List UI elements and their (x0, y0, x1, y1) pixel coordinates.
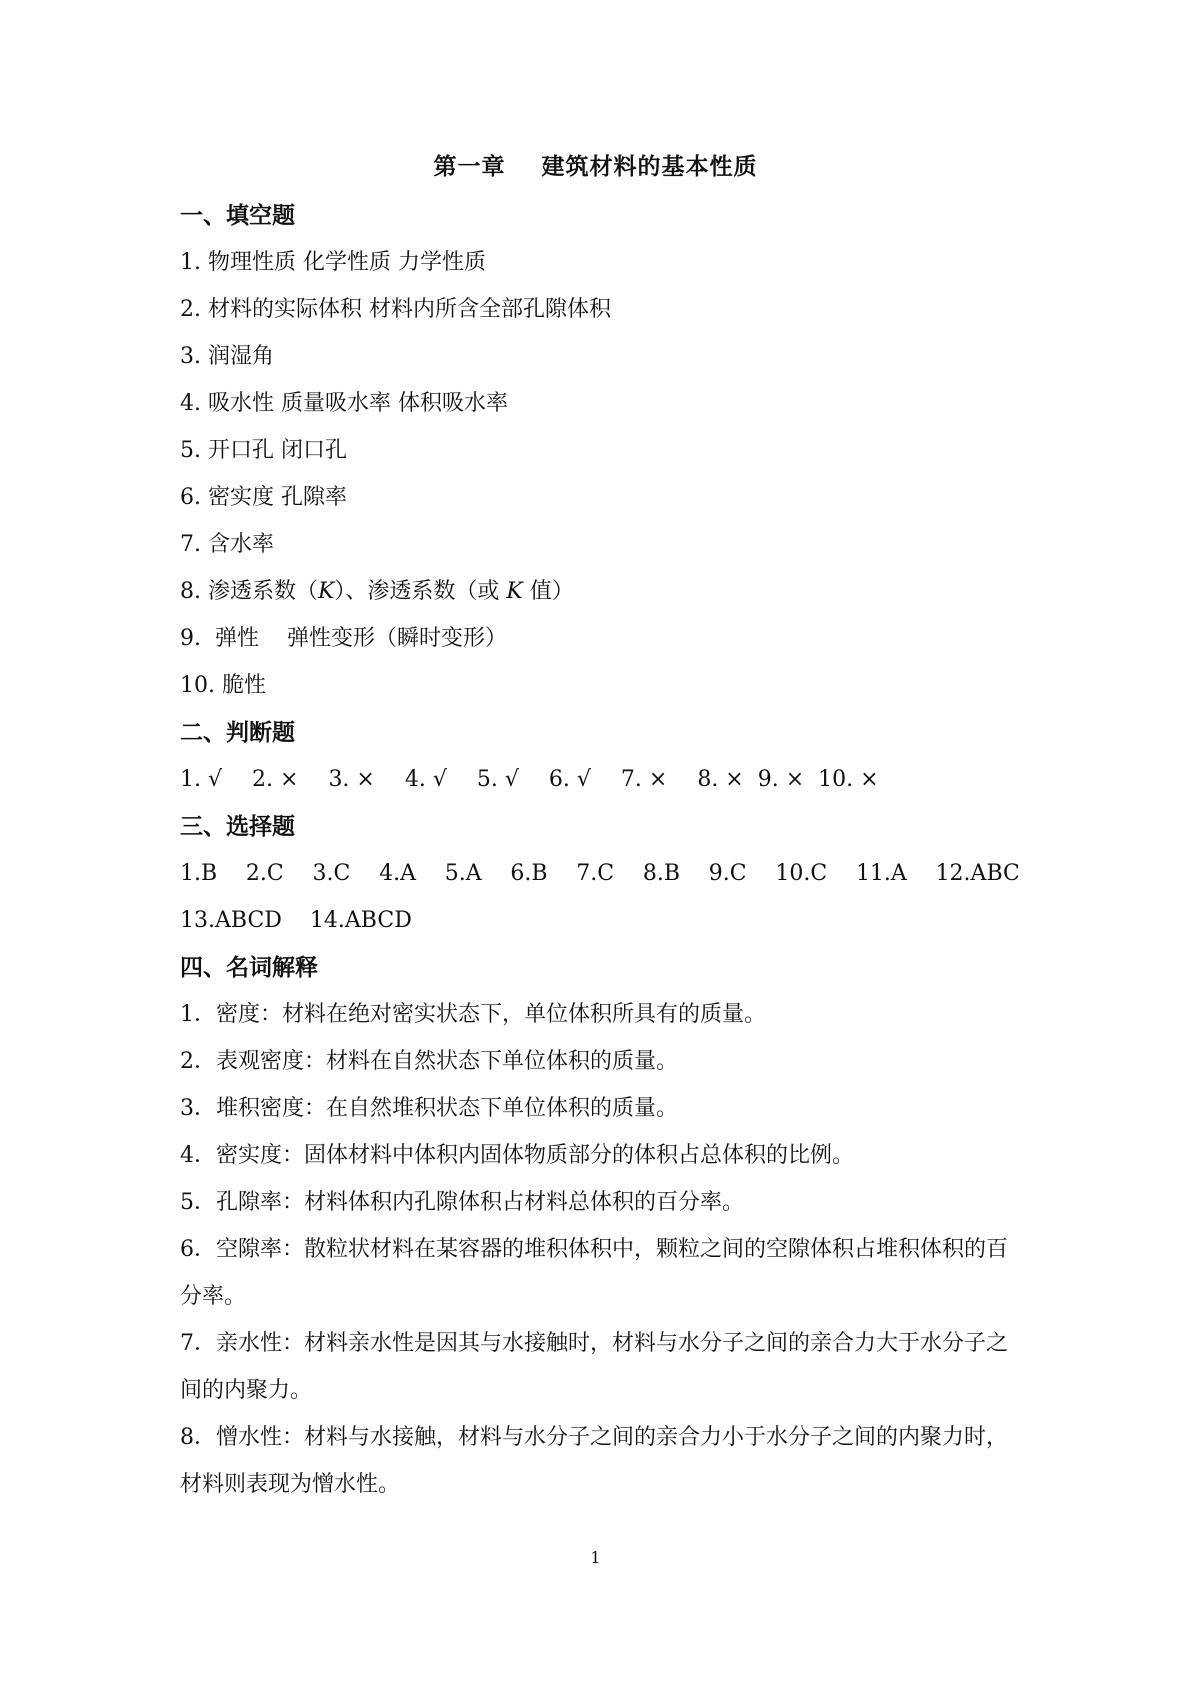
tf-answer: 5. √ (476, 767, 519, 792)
fill-in-answer-3: 3. 润湿角 (180, 344, 274, 369)
tf-answer: 7. × (620, 767, 668, 792)
choice-answer: 7.C (576, 861, 615, 886)
tf-answer: 3. × (328, 767, 375, 792)
definition-porosity: 5．孔隙率：材料体积内孔隙体积占材料总体积的百分率。 (180, 1190, 744, 1215)
fill-in-answer-6: 6. 密实度 孔隙率 (180, 485, 347, 510)
choice-answer: 6.B (510, 861, 548, 886)
document-body (180, 196, 1020, 1512)
definition-hydrophobicity: 8．憎水性：材料与水接触，材料与水分子之间的亲合力小于水分子之间的内聚力时，材料则表现为憎水性。 (180, 1425, 1008, 1497)
fill-in-answer-8-part-c: 值） (522, 579, 574, 604)
tf-answer: 9. × (757, 767, 805, 792)
choice-answer: 3.C (312, 861, 351, 886)
choice-answer: 14.ABCD (309, 908, 412, 933)
section-heading-true-false: 二、判断题 (180, 720, 295, 746)
page-number: 1 (590, 1548, 601, 1567)
choice-answer: 12.ABC (935, 861, 1020, 886)
fill-in-answer-4: 4. 吸水性 质量吸水率 体积吸水率 (180, 391, 508, 416)
tf-answer: 10. × (818, 767, 879, 792)
section-heading-multiple-choice: 三、选择题 (180, 814, 295, 840)
fill-in-answer-8-part-b: ）、渗透系数（或 (334, 579, 507, 604)
choice-answers-row-2 (180, 901, 1020, 948)
tf-answer: 4. √ (404, 767, 447, 792)
fill-in-answer-1: 1. 物理性质 化学性质 力学性质 (180, 250, 486, 275)
section-heading-fill-in: 一、填空题 (180, 203, 295, 229)
choice-answer: 2.C (245, 861, 284, 886)
definition-compactness: 4．密实度：固体材料中体积内固体物质部分的体积占总体积的比例。 (180, 1143, 854, 1168)
chapter-title: 第一章 建筑材料的基本性质 (433, 154, 758, 180)
fill-in-answer-5: 5. 开口孔 闭口孔 (180, 438, 347, 463)
tf-answer: 6. √ (548, 767, 591, 792)
definition-density: 1．密度：材料在绝对密实状态下，单位体积所具有的质量。 (180, 1002, 766, 1027)
tf-answer: 2. × (252, 767, 299, 792)
fill-in-answer-8 (180, 572, 1020, 619)
definition-void-ratio: 6．空隙率：散粒状材料在某容器的堆积体积中，颗粒之间的空隙体积占堆积体积的百分率。 (180, 1237, 1008, 1309)
fill-in-answer-9: 9. 弹性 弹性变形（瞬时变形） (180, 626, 507, 651)
choice-answer: 5.A (444, 861, 482, 886)
fill-in-answer-7: 7. 含水率 (180, 532, 274, 557)
choice-answer: 13.ABCD (180, 908, 282, 933)
fill-in-answer-10: 10. 脆性 (180, 673, 266, 698)
tf-answer: 8. × (697, 767, 744, 792)
true-false-answers (180, 760, 1020, 807)
definition-hydrophilicity: 7．亲水性：材料亲水性是因其与水接触时，材料与水分子之间的亲合力大于水分子之间的内聚力。 (180, 1331, 1008, 1403)
choice-answer: 10.C (775, 861, 828, 886)
fill-in-answer-8-k-symbol: K (317, 579, 335, 604)
definition-bulk-density: 3．堆积密度：在自然堆积状态下单位体积的质量。 (180, 1096, 678, 1121)
section-heading-term-definitions: 四、名词解释 (180, 955, 318, 981)
definition-apparent-density: 2．表观密度：材料在自然状态下单位体积的质量。 (180, 1049, 678, 1074)
choice-answer: 11.A (855, 861, 907, 886)
tf-answer: 1. √ (180, 767, 223, 792)
fill-in-answer-2: 2. 材料的实际体积 材料内所含全部孔隙体积 (180, 297, 611, 322)
choice-answers-row-1 (180, 854, 1020, 901)
choice-answer: 8.B (642, 861, 681, 886)
choice-answer: 1.B (180, 861, 218, 886)
choice-answer: 4.A (379, 861, 416, 886)
fill-in-answer-8-part-a: 8. 渗透系数（ (180, 579, 318, 604)
fill-in-answer-8-k-symbol-2: K (506, 579, 523, 604)
choice-answer: 9.C (708, 861, 747, 886)
